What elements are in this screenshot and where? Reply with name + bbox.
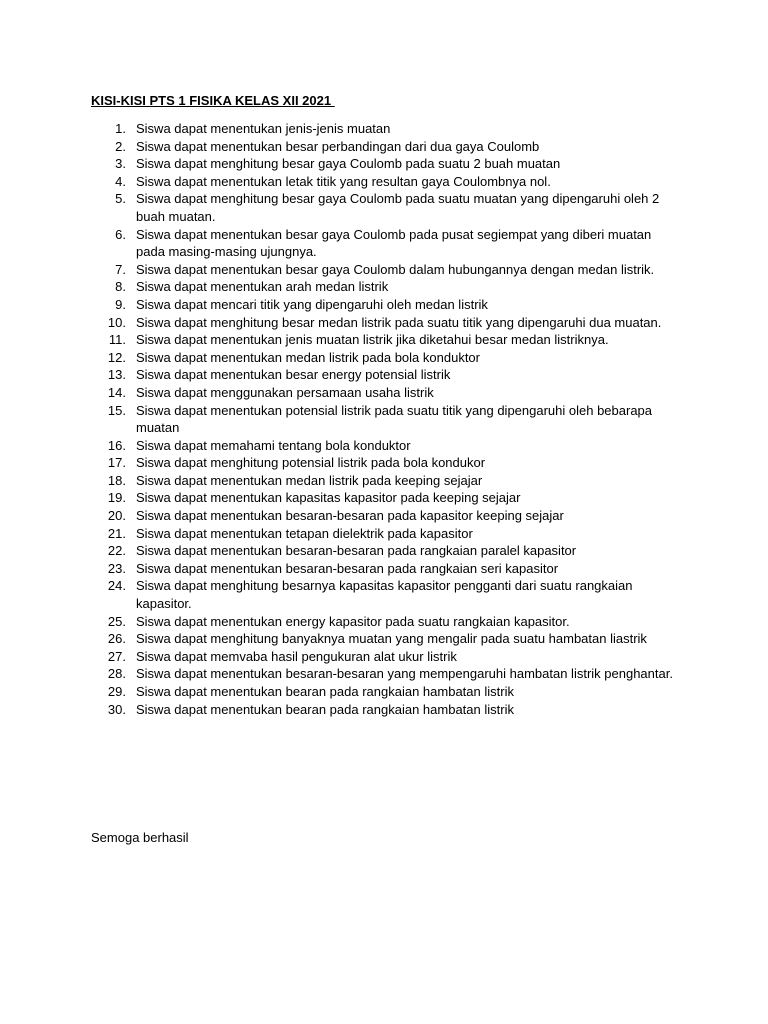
list-item-text: Siswa dapat menentukan letak titik yang resultan gaya Coulombnya nol.: [136, 173, 551, 189]
list-item-text: Siswa dapat menentukan besar gaya Coulomb dalam hubungannya dengan medan listrik.: [136, 261, 655, 277]
list-item-number: 13.: [107, 367, 126, 383]
list-item: [91, 489, 681, 507]
list-item-text: Siswa dapat menentukan besaran-besaran pada kapasitor keeping sejajar: [136, 508, 564, 524]
list-item-number: 18.: [107, 472, 126, 488]
list-item-text: Siswa dapat menentukan bearan pada rangkaian hambatan listrik: [136, 701, 514, 717]
list-item-number: 1.: [115, 121, 126, 136]
list-item-text: Siswa dapat menghitung besar gaya Coulomb pada suatu 2 buah muatan: [136, 156, 561, 172]
list-item-text: Siswa dapat menentukan besaran-besaran yang mempengaruhi hambatan listrik penghantar.: [136, 666, 673, 682]
list-item: [91, 630, 681, 648]
list-item-text: Siswa dapat menentukan besaran-besaran pada rangkaian paralel kapasitor: [136, 543, 577, 559]
list-item: [91, 648, 681, 666]
list-item-text: Siswa dapat memvaba hasil pengukuran alat ukur listrik: [136, 648, 457, 664]
list-item-text: Siswa dapat menentukan besar gaya Coulomb pada pusat segiempat yang diberi muatan pada masing-masing ujungnya.: [136, 226, 652, 260]
list-item: [91, 665, 681, 683]
list-item-number: 22.: [107, 543, 126, 559]
list-item: [91, 472, 681, 490]
list-item-text: Siswa dapat menentukan medan listrik pada bola konduktor: [136, 349, 480, 365]
list-item-text: Siswa dapat menentukan tetapan dielektrik pada kapasitor: [136, 525, 473, 541]
list-item: [91, 278, 681, 296]
list-item-number: 19.: [107, 490, 126, 506]
list-item-text: Siswa dapat menghitung besar gaya Coulomb pada suatu muatan yang dipengaruhi oleh 2 buah muatan.: [136, 191, 660, 224]
document-title: KISI-KISI PTS 1 FISIKA KELAS XII 2021: [91, 93, 335, 108]
list-item-number: 7.: [115, 261, 126, 277]
list-item-number: 23.: [107, 560, 126, 576]
list-item: [91, 577, 681, 612]
list-item: [91, 366, 681, 384]
list-item-number: 21.: [107, 525, 126, 541]
list-item: [91, 560, 681, 578]
list-item: [91, 120, 681, 138]
numbered-list: [91, 120, 681, 718]
list-item-number: 26.: [107, 631, 126, 647]
list-item-number: 27.: [107, 648, 126, 664]
list-item: [91, 437, 681, 455]
list-item: [91, 525, 681, 543]
list-item-text: Siswa dapat menentukan kapasitas kapasitor pada keeping sejajar: [136, 490, 521, 506]
list-item-text: Siswa dapat mencari titik yang dipengaruhi oleh medan listrik: [136, 296, 488, 312]
list-item-number: 10.: [107, 314, 126, 330]
list-item-number: 17.: [107, 455, 126, 471]
list-item: [91, 542, 681, 560]
list-item-text: Siswa dapat menentukan besaran-besaran pada rangkaian seri kapasitor: [136, 560, 559, 576]
list-item: [91, 402, 681, 437]
list-item-number: 25.: [107, 613, 126, 629]
list-item-number: 2.: [115, 138, 126, 154]
list-item-text: Siswa dapat menentukan bearan pada rangkaian hambatan listrik: [136, 684, 514, 699]
list-item: [91, 613, 681, 631]
list-item-number: 20.: [107, 508, 126, 524]
list-item-number: 29.: [107, 684, 126, 699]
list-item-number: 15.: [107, 402, 126, 418]
list-item: [91, 349, 681, 367]
list-item-text: Siswa dapat menghitung besar medan listrik pada suatu titik yang dipengaruhi dua muatan.: [136, 314, 662, 330]
list-item-number: 5.: [115, 191, 126, 207]
list-item-number: 12.: [107, 349, 126, 365]
list-item-number: 9.: [115, 296, 126, 312]
list-item: [91, 173, 681, 191]
list-item-text: Siswa dapat menentukan energy kapasitor pada suatu rangkaian kapasitor.: [136, 613, 570, 629]
list-item-number: 6.: [115, 226, 126, 242]
list-item-number: 24.: [107, 578, 126, 594]
list-item-number: 4.: [115, 173, 126, 189]
list-item-number: 11.: [108, 332, 126, 348]
list-item-text: Siswa dapat menentukan jenis-jenis muatan: [136, 121, 391, 136]
list-item-text: Siswa dapat menghitung potensial listrik pada bola kondukor: [136, 455, 486, 471]
list-item: [91, 701, 681, 719]
list-item: [91, 683, 681, 701]
list-item-text: Siswa dapat menentukan besar perbandingan dari dua gaya Coulomb: [136, 138, 540, 154]
list-item-text: Siswa dapat memahami tentang bola konduktor: [136, 437, 411, 453]
list-item: [91, 296, 681, 314]
list-item: [91, 454, 681, 472]
list-item-number: 28.: [107, 666, 126, 682]
list-item: [91, 261, 681, 279]
list-item-number: 3.: [115, 156, 126, 172]
list-item-text: Siswa dapat menghitung besarnya kapasitas kapasitor pengganti dari suatu rangkaian kapasitor.: [136, 578, 633, 612]
list-item-text: Siswa dapat menentukan potensial listrik pada suatu titik yang dipengaruhi oleh bebarapa muatan: [136, 402, 653, 436]
list-item-text: Siswa dapat menghitung banyaknya muatan yang mengalir pada suatu hambatan liastrik: [136, 631, 647, 647]
list-item: [91, 190, 681, 225]
list-item: [91, 226, 681, 261]
list-item-number: 16.: [107, 437, 126, 453]
list-item-number: 30.: [107, 701, 126, 717]
list-item-text: Siswa dapat menggunakan persamaan usaha listrik: [136, 384, 434, 400]
list-item: [91, 331, 681, 349]
list-item: [91, 507, 681, 525]
list-item-number: 14.: [107, 384, 126, 400]
list-item: [91, 138, 681, 156]
list-item: [91, 384, 681, 402]
closing-text: Semoga berhasil: [91, 830, 189, 845]
list-item-text: Siswa dapat menentukan besar energy potensial listrik: [136, 367, 451, 383]
list-item-text: Siswa dapat menentukan arah medan listrik: [136, 279, 389, 295]
list-item-text: Siswa dapat menentukan jenis muatan listrik jika diketahui besar medan listriknya.: [136, 332, 609, 348]
list-item: [91, 155, 681, 173]
list-item-number: 8.: [115, 279, 126, 295]
list-item: [91, 314, 681, 332]
list-item-text: Siswa dapat menentukan medan listrik pada keeping sejajar: [136, 472, 483, 488]
